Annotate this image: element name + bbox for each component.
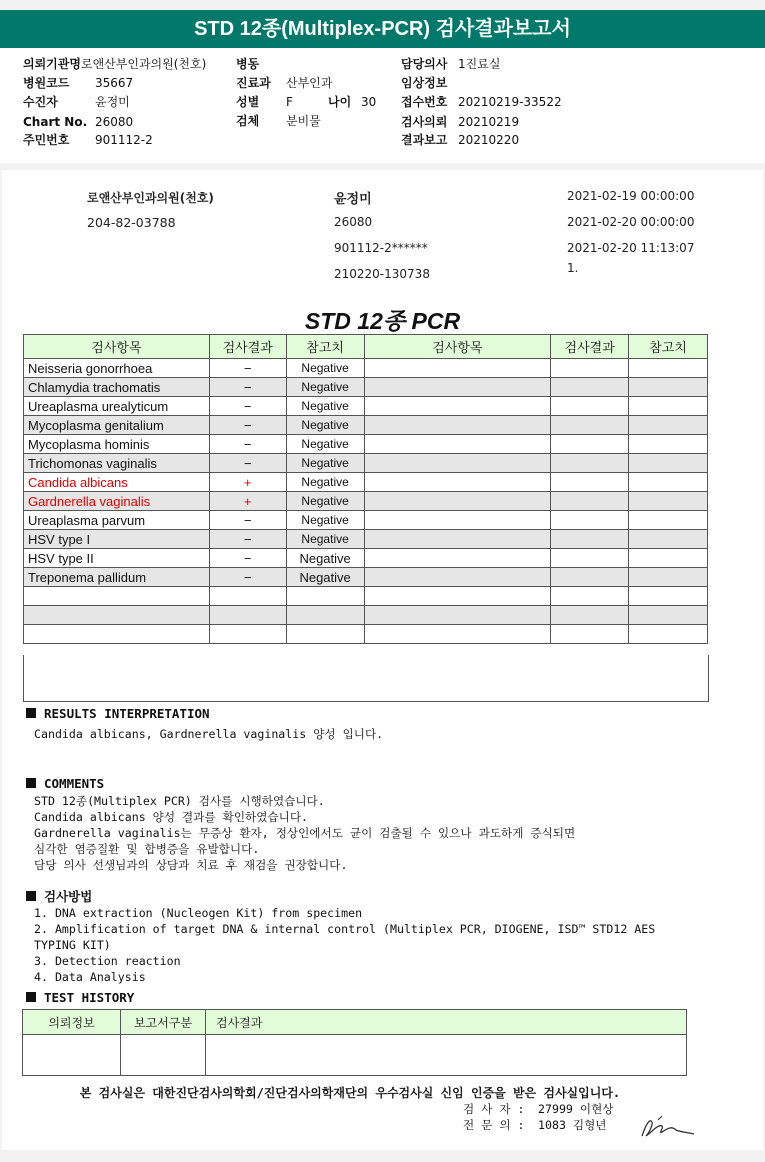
test-result: − [209,568,286,587]
test-result: − [209,549,286,568]
table-row [24,530,708,549]
institution-value: 로앤산부인과의원(천호) [81,57,207,71]
history-heading [26,990,134,1005]
resident-label: 주민번호 [23,133,70,147]
square-bullet-icon [26,778,36,788]
report-value: 20210220 [458,133,520,147]
doctor-value: 1진료실 [458,57,501,71]
table-row-empty [24,587,708,606]
ward-label: 병동 [236,57,260,71]
table-row [24,549,708,568]
test-result: − [209,359,286,378]
col-header-item-2: 검사항목 [364,335,551,359]
summary-date-2: 2021-02-20 00:00:00 [567,215,695,229]
summary-clinic-number: 204-82-03788 [87,215,176,230]
test-result: − [209,454,286,473]
panel-title: STD 12종 PCR [304,308,461,334]
table-row [24,492,708,511]
test-item-positive: Candida albicans [24,473,210,492]
patient-label: 수진자 [23,95,58,109]
test-item: Mycoplasma hominis [24,435,210,454]
test-item: Ureaplasma parvum [24,511,210,530]
age-label: 나이 [328,95,352,109]
test-result: − [209,397,286,416]
test-ref: Negative [286,378,364,397]
test-ref: Negative [286,435,364,454]
certification-note: 본 검사실은 대한진단검사의학회/진단검사의학재단의 우수검사실 신임 인증을 받은 검사실입니다. [79,1086,621,1100]
history-col-report-type: 보고서구분 [121,1010,206,1035]
specimen-label: 검체 [236,114,260,128]
test-item: Neisseria gonorrhoea [24,359,210,378]
table-row [24,416,708,435]
history-col-request: 의뢰정보 [23,1010,121,1035]
signature-image [636,1110,698,1142]
institution-label: 의뢰기관명 [23,57,81,71]
sex-value: F [286,95,293,109]
table-row [24,378,708,397]
summary-date-1: 2021-02-19 00:00:00 [567,189,695,203]
method-line: 1. DNA extraction (Nucleogen Kit) from specimen [34,906,363,920]
col-header-item: 검사항목 [24,335,210,359]
hospital-code-label: 병원코드 [23,76,70,90]
results-header-row [24,335,708,359]
table-row [24,435,708,454]
history-col-result: 검사결과 [206,1010,687,1035]
test-result-positive: + [209,492,286,511]
col-header-ref-2: 참고치 [629,335,708,359]
test-item: Chlamydia trachomatis [24,378,210,397]
test-result: − [209,435,286,454]
clinical-label: 임상정보 [401,76,448,90]
summary-date-3: 2021-02-20 11:13:07 [567,241,695,255]
receipt-label: 접수번호 [401,95,448,109]
test-ref: Negative [286,568,364,587]
test-result: − [209,511,286,530]
method-heading-text: 검사방법 [44,889,93,904]
table-row-empty [24,625,708,644]
sex-label: 성별 [236,95,260,109]
receipt-value: 20210219-33522 [458,95,562,109]
chart-label: Chart No. [23,115,88,129]
test-result-positive: + [209,473,286,492]
test-item: HSV type I [24,530,210,549]
table-row [24,568,708,587]
history-heading-text: TEST HISTORY [44,990,135,1005]
summary-resident: 901112-2****** [334,241,428,255]
specialist-value: 1083 김형년 [538,1118,607,1132]
test-ref: Negative [286,397,364,416]
test-item: Treponema pallidum [24,568,210,587]
specimen-value: 분비물 [286,114,321,128]
comments-heading [26,776,104,791]
request-label: 검사의뢰 [401,115,448,129]
comment-line: STD 12종(Multiplex PCR) 검사를 시행하였습니다. [34,794,325,808]
resident-value: 901112-2 [95,133,153,147]
age-value: 30 [361,95,377,109]
specialist-label: 전 문 의 : [463,1118,525,1132]
interpretation-text: Candida albicans, Gardnerella vaginalis 양성 입니다. [34,727,384,741]
test-result: − [209,530,286,549]
test-item: Ureaplasma urealyticum [24,397,210,416]
summary-page: 1. [567,261,579,275]
tester-label: 검 사 자 : [463,1102,525,1116]
table-row [24,511,708,530]
dept-value: 산부인과 [286,76,333,90]
square-bullet-icon [26,708,36,718]
summary-patient-name: 윤정미 [334,192,372,207]
request-value: 20210219 [458,115,520,129]
col-header-ref: 참고치 [286,335,364,359]
method-line: 2. Amplification of target DNA & internal control (Multiplex PCR, DIOGENE, ISD™ STD12 AES [34,922,656,936]
test-ref: Negative [286,359,364,378]
results-table-footer-space [23,655,709,702]
table-row [24,473,708,492]
method-heading [26,887,92,905]
dept-label: 진료과 [236,76,271,90]
report-header [0,48,765,163]
summary-sample-id: 210220-130738 [334,267,430,281]
method-line: TYPING KIT) [34,938,111,952]
square-bullet-icon [26,992,36,1002]
test-ref: Negative [286,530,364,549]
table-row [24,359,708,378]
col-header-result: 검사결과 [209,335,286,359]
tester-value: 27999 이현상 [538,1102,614,1116]
square-bullet-icon [26,891,36,901]
test-item: Trichomonas vaginalis [24,454,210,473]
test-ref: Negative [286,416,364,435]
summary-clinic: 로앤산부인과의원(천호) [87,191,214,205]
comment-line: Gardnerella vaginalis는 무증상 환자, 정상인에서도 균이 검출될 수 있으나 과도하게 증식되면 [34,826,576,840]
test-ref: Negative [286,511,364,530]
test-item-positive: Gardnerella vaginalis [24,492,210,511]
comments-heading-text: COMMENTS [44,776,105,791]
history-header-row [23,1010,687,1035]
test-item: HSV type II [24,549,210,568]
test-ref: Negative [286,473,364,492]
comment-line: 심각한 염증질환 및 합병증을 유발합니다. [34,842,260,856]
method-line: 3. Detection reaction [34,954,181,968]
report-label: 결과보고 [401,133,448,147]
col-header-result-2: 검사결과 [551,335,629,359]
test-ref: Negative [286,492,364,511]
table-row-empty [24,606,708,625]
hospital-code-value: 35667 [95,76,134,90]
interpretation-heading [26,706,210,721]
test-ref: Negative [286,549,364,568]
chart-value: 26080 [95,115,134,129]
interpretation-heading-text: RESULTS INTERPRETATION [44,706,210,721]
test-result: − [209,416,286,435]
test-item: Mycoplasma genitalium [24,416,210,435]
test-result: − [209,378,286,397]
report-title: STD 12종(Multiplex-PCR) 검사결과보고서 [0,10,765,48]
method-line: 4. Data Analysis [34,970,146,984]
comment-line: 담당 의사 선생님과의 상담과 치료 후 재검을 권장합니다. [34,858,348,872]
summary-chart: 26080 [334,215,373,229]
history-row-empty [23,1035,687,1076]
history-table [22,1009,687,1076]
results-table [23,334,708,644]
table-row [24,454,708,473]
comment-line: Candida albicans 양성 결과를 확인하였습니다. [34,810,308,824]
table-row [24,397,708,416]
test-ref: Negative [286,454,364,473]
doctor-label: 담당의사 [401,57,448,71]
patient-value: 윤정미 [95,95,130,109]
